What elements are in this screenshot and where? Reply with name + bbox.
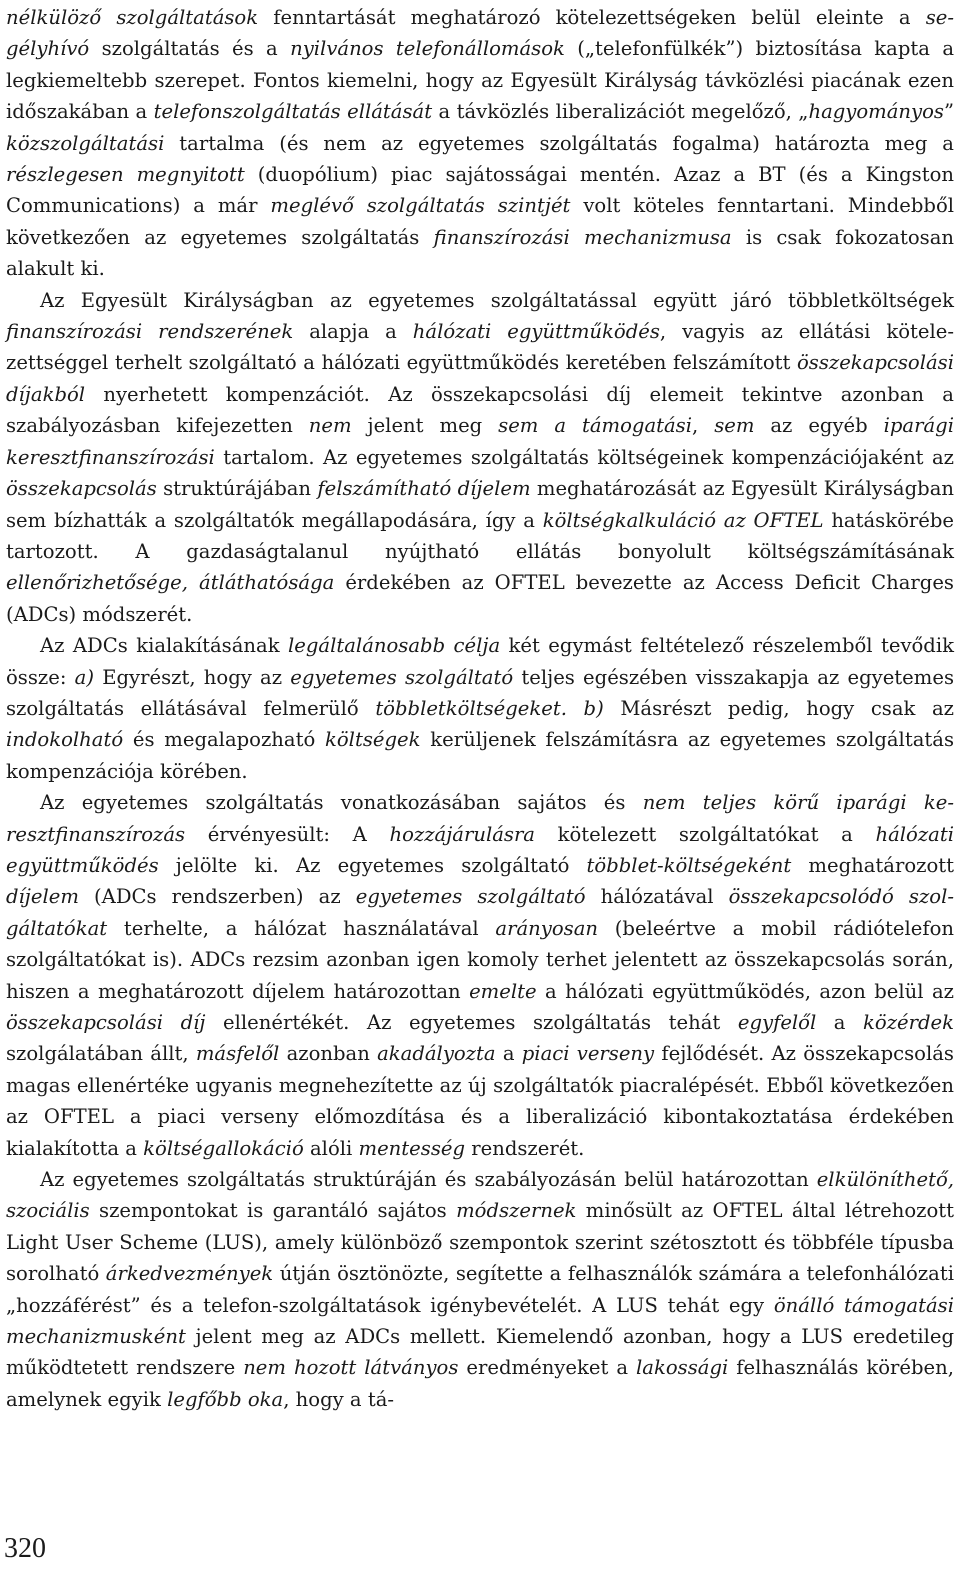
text-run: , hogy a tá- [283,1387,395,1411]
text-run: tartalma (és nem az egyetemes szolgáltatás fogalma) határozta meg a [164,131,954,155]
text-run: terhelte, a hálózat használatával [107,916,496,940]
italic-run: összekapcsolási díjakból [6,351,954,406]
italic-run: összekapcsolás [6,477,157,501]
italic-run: finanszírozási mechanizmusa [433,225,732,249]
paragraph [6,630,954,787]
body-text [6,2,954,1415]
text-run: útján ösztönözte, segítette a felhasználók számára a telefonhálózati „hozzáférést” és a telefon-szolgáltatások igénybevételét. A LUS tehát egy [6,1262,954,1317]
italic-run: hozzájárulásra [389,822,535,846]
text-run: szolgálatában állt, [6,1042,196,1066]
text-run: alapja a [293,320,413,344]
text-run: Az ADCs kialakításának [40,634,289,658]
italic-run: hálózati együttműködés [412,320,660,344]
italic-run: a) [74,665,94,689]
page-number: 320 [4,1533,46,1564]
paragraph [6,787,954,1164]
text-run: a [495,1042,522,1066]
text-run: Egyrészt, hogy az [93,665,291,689]
text-run: Másrészt pedig, hogy csak az [603,696,955,720]
italic-run: önálló támogatási mechanizmusként [6,1293,954,1349]
italic-run: költségkalkuláció az OFTEL [542,508,824,532]
text-run: ” [943,100,954,124]
italic-run: indokolható [6,728,124,752]
text-run: szolgáltatás és a [89,37,291,61]
text-run: meghatározását az Egyesült Királyságban sem bízhatták a szolgáltatók megállapodására, így a [6,477,955,532]
text-run: meghatározott [791,853,954,877]
text-run: alóli [303,1136,359,1160]
italic-run: összekapcsolódó szolgáltatókat [6,885,954,940]
italic-run: sem [714,414,755,438]
italic-run: nem teljes körű iparági keresztfinanszírozás [6,791,954,846]
italic-run: egyetemes szolgáltató [290,665,514,689]
text-run: kötelezett szolgáltatókat a [535,822,876,846]
text-run: jelölte ki. Az egyetemes szolgáltató [158,853,587,877]
italic-run: árkedvezmények [105,1262,274,1286]
italic-run: díjelem [6,885,79,909]
italic-run: egyfelől [737,1011,817,1034]
italic-run: iparági keresztfinanszírozási [6,414,954,469]
text-run: érdekében az OFTEL bevezette az Access Deficit Charges (ADCs) módszerét. [6,571,954,626]
text-run: hatáskörébe tartozott. A gazdaságtalanul nyújtható ellátás bonyolult költségszámításának [6,508,954,563]
italic-run: meglévő szolgáltatás szintjét [270,194,571,218]
text-run: teljes egészében visszakapja az egyetemes szolgáltatás ellátásával felmerülő [6,665,955,720]
text-run: Az egyetemes szolgáltatás vonatkozásában sajátos és [40,791,643,815]
text-run: a [816,1011,864,1034]
italic-run: többlet-költségeként [586,853,792,877]
italic-run: emelte [469,979,537,1003]
text-run: azonban [279,1042,378,1066]
italic-run: elkülöníthető, szociális [6,1168,954,1223]
italic-run: mentesség [358,1136,466,1160]
italic-run: sem a támogatási [498,414,692,438]
text-run: is csak fokozatosan alakult ki. [6,225,954,281]
text-run: hálózatával [585,885,729,909]
italic-run: ellenőrizhetősége, átláthatósága [6,571,335,595]
italic-run: hagyományos [808,100,944,124]
text-run: két egymást feltételező részelemből tevődik össze: [6,634,954,689]
italic-run: egyetemes szolgáltató [355,885,586,909]
text-run: struktúrájában [156,477,318,501]
text-run: fenntartását meghatározó kötelezettségeken belül eleinte a [258,6,926,29]
italic-run: közérdek [863,1011,955,1034]
italic-run: módszernek [456,1199,577,1223]
text-run: („telefonfülkék”) biztosítása kapta a legkiemeltebb szerepet. Fontos kiemelni, hogy az Egyesült Királyság távközlési piacának ezen időszakában a [6,37,954,124]
italic-run: összekapcsolási díj [6,1011,206,1034]
italic-run: hálózati együttműködés [6,822,954,877]
italic-run: nem hozott látványos [243,1356,459,1380]
italic-run: legfőbb oka [167,1387,284,1411]
text-run: , [692,414,715,438]
text-run: eredményeket a [458,1356,637,1380]
italic-run: piaci verseny [521,1042,655,1066]
document-page [6,2,954,1415]
text-run: az egyéb [754,414,884,438]
text-run: Az Egyesült Királyságban az egyetemes szolgáltatással együtt járó többletköltségek [40,288,954,312]
italic-run: költségallokáció [143,1136,304,1160]
text-run: rendszerét. [465,1136,585,1160]
italic-run: közszolgáltatási [6,131,165,155]
text-run: felhasználás körében, amelynek egyik [6,1356,954,1411]
text-run: a távközlés liberalizációt megelőző, „ [432,100,809,124]
text-run: nyerhetett kompenzációt. Az összekapcsolási díj elemeit tekintve azonban a szabályozásban kifejezetten [6,382,954,438]
italic-run: nem [308,414,352,438]
italic-run: akadályozta [377,1042,496,1066]
italic-run: finanszírozási rendszerének [6,320,294,344]
italic-run: telefonszolgáltatás ellátását [153,100,433,124]
italic-run: nélkülöző szolgáltatások [6,6,259,29]
text-run: jelent meg az ADCs mellett. Kiemelendő azonban, hogy a LUS eredetileg működtetett rendszere [6,1325,954,1380]
text-run: , vagyis az ellátási kötelezettséggel terhelt szolgáltató a hálózati együttműködés keretében felszámított [6,320,955,375]
text-run: kerüljenek felszámításra az egyetemes szolgáltatás kompenzációja körében. [6,728,954,783]
text-run: jelent meg [351,414,499,438]
paragraph [6,2,954,285]
text-run: tartalom. Az egyetemes szolgáltatás költségeinek kompenzációjaként az [214,445,954,469]
italic-run: lakossági [636,1356,729,1380]
paragraph [6,1164,954,1415]
text-run: (beleértve a mobil rádiótelefon szolgáltatókat is). ADCs rezsim azonban igen komoly terhet jelentett az összekapcsolás során, hiszen a meghatározott díjelem határozottan [6,916,954,1003]
text-run: a hálózati együttműködés, azon belül az [536,979,955,1003]
text-run: fejlődését. Az összekapcsolás magas ellenértéke ugyanis megnehezítette az új szolgáltatók piacralépését. Ebből következően az OFTEL a piaci verseny előmozdítása és a liberalizáció kibontakoztatása érdekében kialakította a [6,1042,954,1160]
italic-run: másfelől [195,1042,280,1066]
italic-run: nyilvános telefonállomások [290,37,565,61]
italic-run: felszámítható díjelem [317,477,531,501]
italic-run: többletköltségeket. b) [375,696,604,720]
paragraph [6,285,954,630]
italic-run: részlegesen megnyitott [6,163,245,187]
italic-run: segélyhívó [6,6,954,61]
text-run: érvényesült: A [185,822,390,846]
italic-run: költségek [325,728,421,752]
text-run: minősült az OFTEL által létrehozott Light User Scheme (LUS), amely különböző szempontok szerint szétosztott és többféle típusba sorolható [6,1199,954,1286]
text-run: volt köteles fenntartani. Mindebből következően az egyetemes szolgáltatás [6,194,955,249]
italic-run: legáltalánosabb célja [288,634,501,658]
text-run: és megalapozható [123,728,326,752]
text-run: (duopólium) piac sajátosságai mentén. Azaz a BT (és a Kingston Communications) a már [6,163,954,218]
text-run: (ADCs rendszerben) az [78,885,356,909]
text-run: ellenértékét. Az egyetemes szolgáltatás tehát [205,1011,738,1034]
text-run: Az egyetemes szolgáltatás struktúráján és szabályozásán belül határozottan [40,1168,817,1192]
italic-run: arányosan [495,916,598,940]
text-run: szempontokat is garantáló sajátos [89,1199,457,1223]
